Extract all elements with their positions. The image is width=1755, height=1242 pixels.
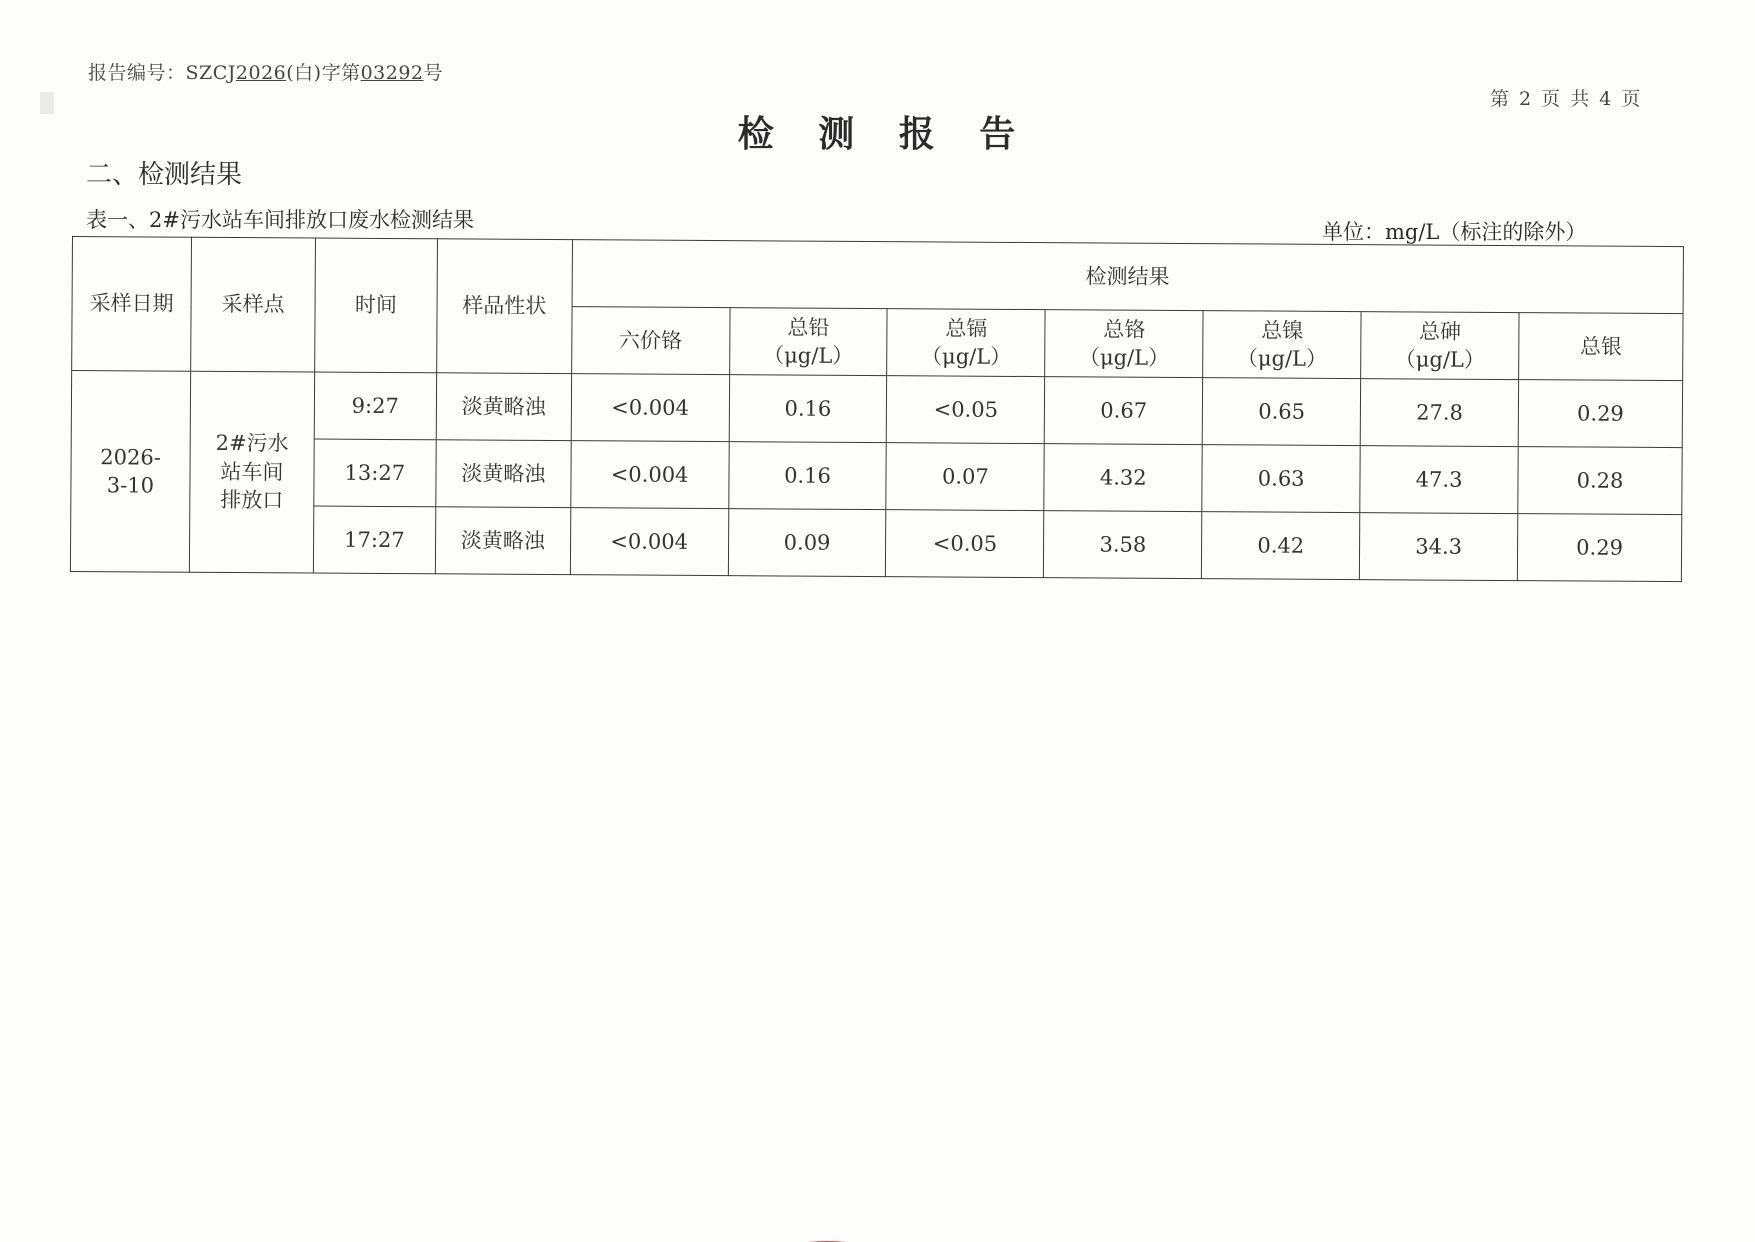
cell-sample-state: 淡黄略浊 (436, 373, 571, 441)
red-seal-stamp (712, 1220, 942, 1242)
cell-value: 3.58 (1044, 511, 1202, 579)
param-name: 总银 (1579, 334, 1622, 359)
cell-value: 0.16 (729, 375, 887, 443)
cell-time: 9:27 (314, 372, 436, 440)
header-param (571, 307, 729, 375)
param-unit: （μg/L） (763, 343, 854, 368)
scan-blemish (40, 92, 54, 114)
header-param (1519, 313, 1683, 381)
param-unit: （μg/L） (1078, 345, 1170, 370)
header-time: 时间 (315, 238, 438, 373)
cell-value: <0.004 (570, 508, 728, 576)
param-unit: （μg/L） (1394, 347, 1486, 372)
param-name: 总镉 (945, 316, 988, 341)
report-number (88, 58, 443, 85)
header-param (1361, 312, 1519, 380)
cell-value: 27.8 (1360, 379, 1518, 447)
unit-note: 单位：mg/L（标注的除外） (1322, 220, 1587, 244)
cell-time: 13:27 (314, 439, 436, 507)
param-name: 总镍 (1261, 318, 1304, 343)
cell-value: 0.63 (1202, 445, 1360, 513)
cell-value: 0.67 (1045, 377, 1203, 445)
cell-value: 0.07 (886, 443, 1044, 511)
header-sample-point: 采样点 (191, 237, 316, 372)
cell-value: 0.42 (1202, 512, 1360, 580)
report-number-serial: 03292 (360, 62, 424, 84)
cell-sample-state: 淡黄略浊 (436, 440, 571, 508)
header-param (887, 309, 1045, 377)
cell-value: 0.65 (1202, 378, 1360, 446)
cell-value: 4.32 (1044, 444, 1202, 512)
cell-time: 17:27 (313, 506, 435, 574)
cell-sample-date: 2026-3-10 (70, 371, 190, 573)
param-name: 总铅 (787, 315, 830, 340)
cell-sample-point: 2#污水站车间排放口 (189, 371, 314, 573)
header-param (729, 308, 887, 376)
cell-value: 0.16 (728, 442, 886, 510)
report-number-label: 报告编号： (88, 62, 186, 84)
results-table (70, 236, 1684, 582)
page-indicator: 第 2 页 共 4 页 (1490, 88, 1641, 110)
table-row (71, 371, 1682, 448)
cell-value: 0.09 (728, 509, 886, 577)
header-sample-state: 样品性状 (436, 239, 572, 374)
cell-value: 0.28 (1518, 447, 1682, 515)
cell-value: <0.004 (571, 374, 729, 442)
param-name: 六价铬 (618, 328, 683, 353)
report-number-prefix: SZCJ (185, 62, 236, 84)
header-results-group: 检测结果 (572, 240, 1684, 314)
header-sample-date: 采样日期 (72, 237, 192, 372)
report-number-suffix: 号 (423, 62, 444, 84)
document-title: 检 测 报 告 (737, 113, 1032, 155)
param-unit: （μg/L） (1236, 346, 1328, 371)
param-name: 总铬 (1103, 317, 1146, 342)
cell-value: 0.29 (1517, 514, 1681, 582)
param-unit: （μg/L） (921, 344, 1012, 369)
report-number-year: 2026 (235, 62, 287, 84)
cell-value: 47.3 (1360, 446, 1518, 514)
report-number-mid: (白)字第 (286, 62, 361, 84)
cell-value: <0.004 (570, 441, 728, 509)
cell-value: <0.05 (887, 376, 1045, 444)
table-caption: 表一、2#污水站车间排放口废水检测结果 (86, 208, 474, 232)
header-param (1203, 311, 1361, 379)
section-title: 二、检测结果 (86, 160, 243, 190)
cell-value: 0.29 (1518, 380, 1682, 448)
param-name: 总砷 (1418, 319, 1462, 344)
cell-value: 34.3 (1360, 513, 1518, 581)
cell-value: <0.05 (886, 510, 1044, 578)
header-param (1045, 310, 1203, 378)
cell-sample-state: 淡黄略浊 (435, 507, 570, 575)
